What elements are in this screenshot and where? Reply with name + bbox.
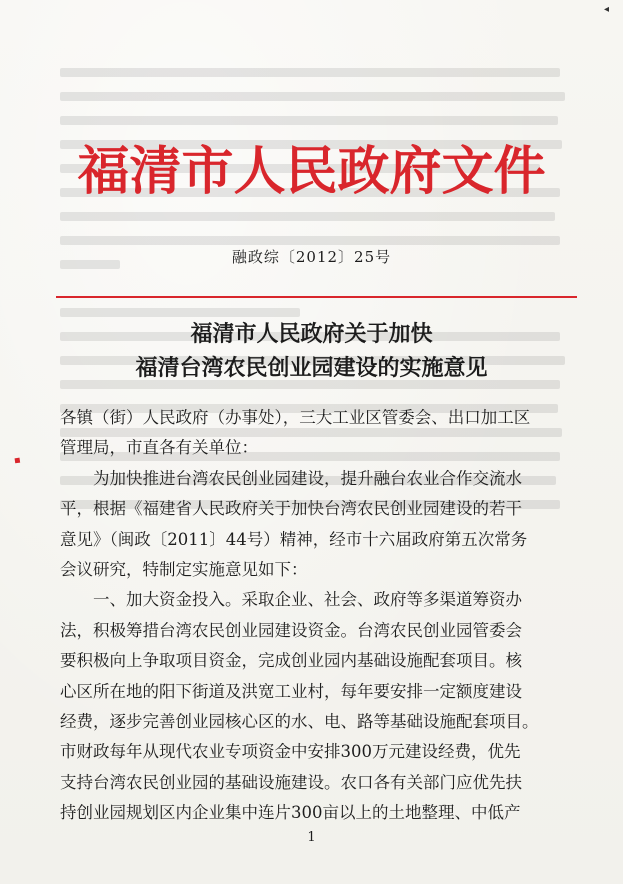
body-line: 各镇（街）人民政府（办事处），三大工业区管委会、出口加工区 [60,408,531,427]
body-line: 持创业园规划区内企业集中连片300亩以上的土地整理、中低产 [60,803,521,823]
body-line: 为加快推进台湾农民创业园建设，提升融台农业合作交流水 [93,468,522,488]
body-line: 意见》（闽政〔2011〕44号）精神，经市十六届政府第五次常务 [60,529,528,549]
body-line: 支持台湾农民创业园的基础设施建设。农口各有关部门应优先扶 [60,772,522,792]
page-number: 1 [307,830,316,845]
body-line: 一、加大资金投入。采取企业、社会、政府等多渠道筹资办 [93,590,522,610]
document-number: 融政综〔2012〕25号 [231,248,392,266]
margin-stamp-mark: ▪ [13,454,22,467]
document-body [60,403,580,828]
body-line: 法，积极筹措台湾农民创业园建设资金。台湾农民创业园管委会 [60,620,522,640]
body-line: 经费，逐步完善创业园核心区的水、电、路等基础设施配套项目。 [60,711,539,731]
body-line: 会议研究，特制定实施意见如下： [60,559,308,579]
red-divider-line [56,296,577,298]
body-line: 市财政每年从现代农业专项资金中安排300万元建设经费，优先 [60,742,521,762]
body-line: 管理局，市直各有关单位： [60,438,258,458]
document-title-line: 福清市人民政府关于加快 [190,322,433,347]
body-line: 心区所在地的阳下街道及洪宽工业村，每年要安排一定额度建设 [60,681,522,701]
body-line: 要积极向上争取项目资金，完成创业园内基础设施配套项目。核 [60,651,522,671]
document-title-line: 福清台湾农民创业园建设的实施意见 [135,356,488,381]
corner-scan-mark: ◂ [603,4,609,15]
document-title [0,318,623,386]
red-header-title: 福清市人民政府文件 [77,141,546,202]
body-line: 平，根据《福建省人民政府关于加快台湾农民创业园建设的若干 [60,499,522,519]
